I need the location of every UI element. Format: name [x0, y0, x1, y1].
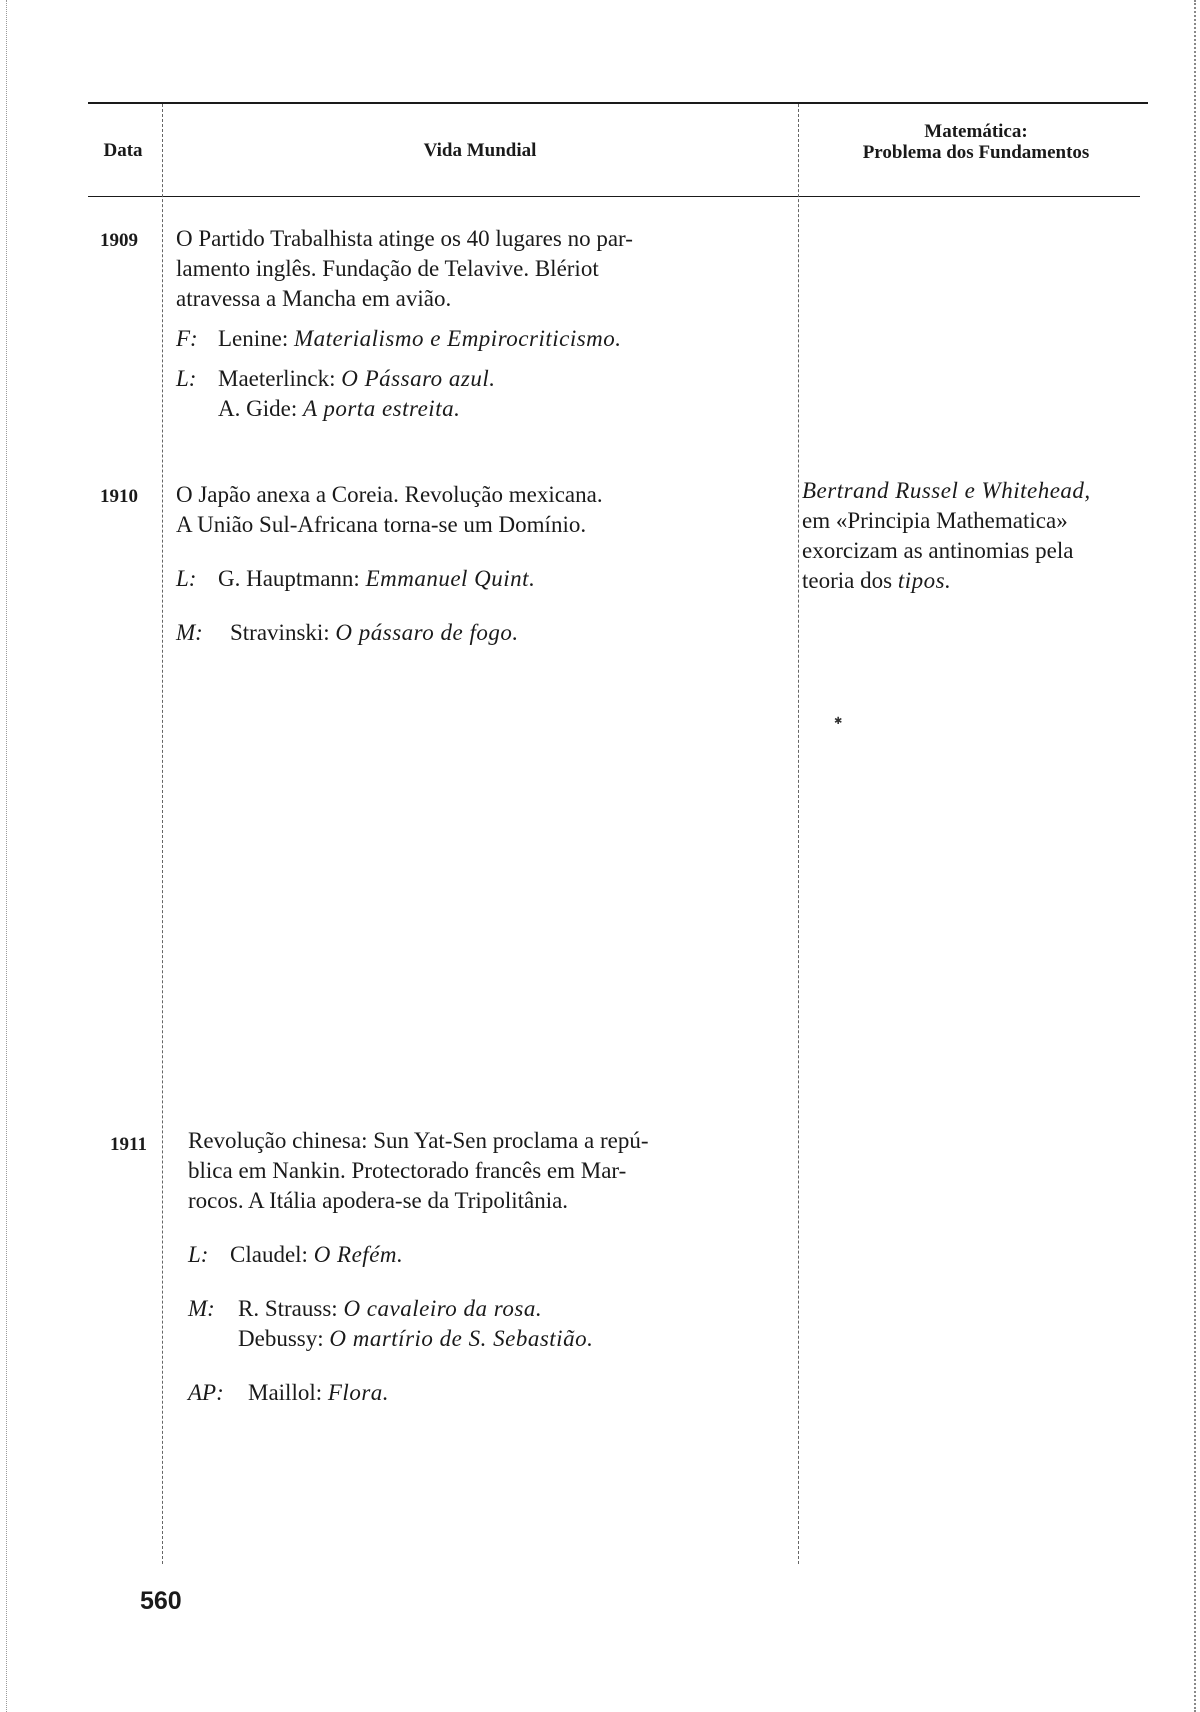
header-bottom-rule — [88, 196, 1140, 197]
text-line: em «Principia Mathematica» — [802, 508, 1068, 533]
text-line: O Japão anexa a Coreia. Revolução mexicana. — [176, 482, 603, 507]
math-names: Bertrand Russel e Whitehead, — [802, 478, 1091, 503]
page-edge-left — [6, 0, 7, 1712]
text-line: rocos. A Itália apodera-se da Tripolitânia. — [188, 1188, 569, 1213]
literature-1910 — [176, 564, 780, 594]
header-date: Data — [103, 140, 143, 161]
author: Claudel: — [230, 1242, 308, 1267]
text-line: blica em Nankin. Protectorado francês em Mar- — [188, 1158, 627, 1183]
text-line: teoria dos — [802, 568, 893, 593]
category-tag: M: — [176, 620, 203, 645]
literature-1909 — [176, 364, 780, 424]
visual-arts-1911 — [188, 1378, 788, 1408]
category-tag: AP: — [188, 1380, 224, 1405]
page-number: 560 — [140, 1587, 182, 1615]
entry-1911 — [188, 1126, 788, 1408]
author: Maillol: — [248, 1380, 323, 1405]
events-1911 — [188, 1126, 788, 1216]
work-title: Materialismo e Empirocriticismo. — [294, 326, 622, 351]
column-divider-math — [798, 104, 799, 1564]
text-line: exorcizam as antinomias pela — [802, 538, 1074, 563]
work-title: O pássaro de fogo. — [335, 620, 519, 645]
category-tag: L: — [188, 1242, 209, 1267]
work-title: Emmanuel Quint. — [365, 566, 536, 591]
author: A. Gide: — [218, 396, 298, 421]
literature-1911 — [188, 1240, 788, 1270]
year-1910: 1910 — [100, 486, 138, 507]
music-1910 — [176, 618, 780, 648]
work-title: Flora. — [327, 1380, 390, 1405]
header-mathematics — [806, 121, 1146, 163]
author: G. Hauptmann: — [218, 566, 360, 591]
header-top-rule — [88, 102, 1148, 104]
author: Debussy: — [238, 1326, 324, 1351]
author: Maeterlinck: — [218, 366, 336, 391]
category-tag: M: — [188, 1296, 215, 1321]
scan-speck: ✱ — [834, 716, 843, 727]
music-1911 — [188, 1294, 788, 1354]
header-math-line2: Problema dos Fundamentos — [862, 142, 1090, 163]
math-note-1910 — [802, 476, 1160, 596]
header-math-line1: Matemática: — [924, 121, 1028, 142]
year-1911: 1911 — [110, 1134, 147, 1155]
events-1910 — [176, 480, 780, 540]
category-tag: L: — [176, 566, 197, 591]
page-edge-right — [1194, 0, 1196, 1712]
events-1909 — [176, 224, 780, 314]
work-title: O Pássaro azul. — [341, 366, 496, 391]
text-line: O Partido Trabalhista atinge os 40 lugares no par- — [176, 226, 633, 251]
text-line: A União Sul-Africana torna-se um Domínio. — [176, 512, 587, 537]
category-tag: L: — [176, 366, 197, 391]
text-line: Revolução chinesa: Sun Yat-Sen proclama a repú- — [188, 1128, 649, 1153]
column-divider-date — [162, 104, 163, 1564]
year-1909: 1909 — [100, 230, 138, 251]
entry-1910 — [176, 480, 780, 648]
category-tag: F: — [176, 326, 198, 351]
philosophy-1909 — [176, 324, 780, 354]
work-title: O Refém. — [313, 1242, 404, 1267]
text-line: atravessa a Mancha em avião. — [176, 286, 452, 311]
header-world-life: Vida Mundial — [423, 140, 537, 161]
author: R. Strauss: — [238, 1296, 338, 1321]
work-title: O martírio de S. Sebastião. — [329, 1326, 594, 1351]
entry-1909 — [176, 224, 780, 424]
work-title: O cavaleiro da rosa. — [343, 1296, 543, 1321]
text-line: lamento inglês. Fundação de Telavive. Blériot — [176, 256, 599, 281]
term-italic: tipos. — [897, 568, 952, 593]
author: Lenine: — [218, 326, 289, 351]
work-title: A porta estreita. — [302, 396, 461, 421]
author: Stravinski: — [230, 620, 330, 645]
